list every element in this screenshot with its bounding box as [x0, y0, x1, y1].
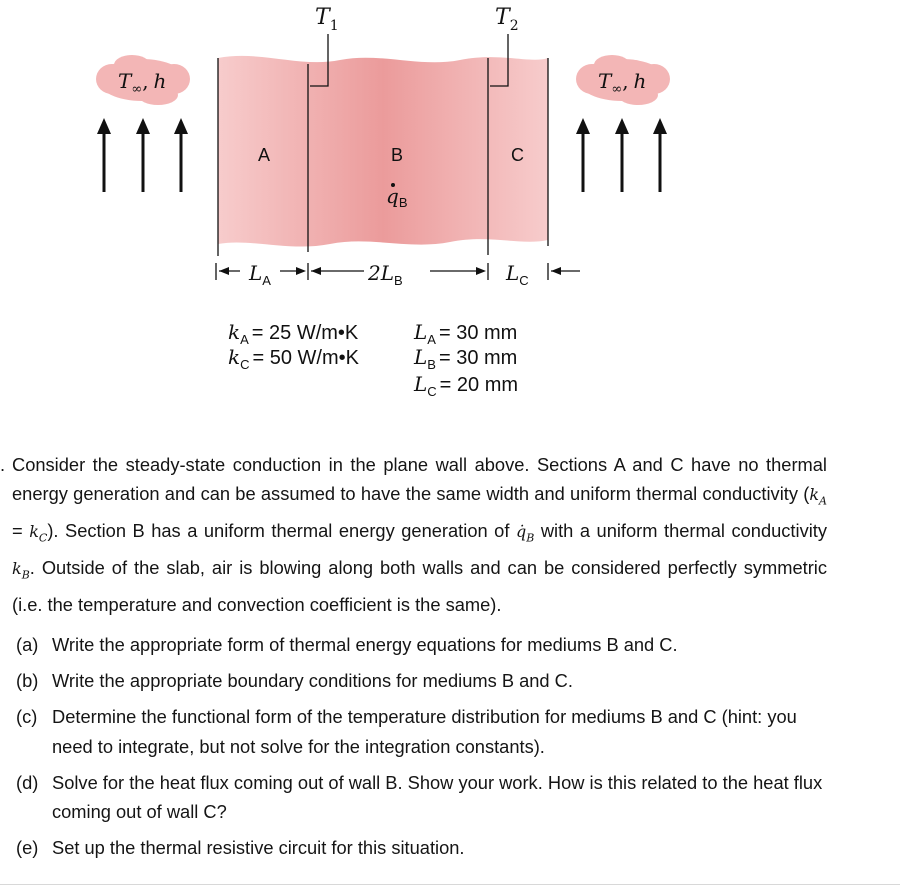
problem-intro: Consider the steady-state conduction in the plane wall above. Sections A and C have no thermal energy generation and can be assumed to have the same width and uniform thermal conductivity $(k_A = k_C)$. Section B has a uniform thermal energy generation of $q̇_B$ with a uniform thermal conductivity $k_B$. Outside of the slab, air is blowing along both walls and can be considered perfectly symmetric (i.e. the temperature and convection coefficient is the same). [12, 454, 827, 615]
t2-label: $T_2$ [495, 5, 519, 34]
question-part-e: (e) Set up the thermal resistive circuit for this situation. [16, 837, 465, 859]
svg-text:qB: $q_B$ [386, 184, 408, 210]
question-parts [16, 630, 827, 862]
question-part-a: (a) Write the appropriate form of thermal energy equations for mediums B and C. [16, 633, 678, 655]
question-part-b: (b) Write the appropriate boundary conditions for mediums B and C. [16, 670, 573, 692]
section-c-label: C [511, 145, 524, 165]
prop-ka: $k_A = 25$ W/m•K [228, 320, 359, 347]
question-part-c: (c) Determine the functional form of the temperature distribution for mediums B and C (hint: you need to integrate, but not solve for the integration constants). [16, 706, 797, 757]
ambient-label-left: $T_\infty$, h [118, 69, 167, 97]
dim-lb-label: $2L_B$ [368, 261, 403, 288]
t1-label: $T_1$ [315, 5, 339, 34]
airflow-arrows-right [576, 118, 667, 192]
prop-lc: $L_C = 20$ mm [414, 372, 519, 399]
ambient-cloud-right [576, 55, 670, 105]
dim-la-label: $L_A$ [249, 261, 271, 288]
prop-lb: $L_B = 30$ mm [414, 345, 518, 372]
page-bottom-rule [0, 884, 900, 885]
prop-kc: $k_C = 50$ W/m•K [228, 345, 359, 372]
airflow-arrows-left [97, 118, 188, 192]
dim-lc-label: $L_C$ [506, 261, 529, 288]
section-a-label: A [258, 145, 271, 165]
ambient-cloud-left [96, 55, 190, 105]
ambient-label-right: $T_\infty$, h [598, 69, 647, 97]
section-b-label: B [391, 145, 404, 165]
prop-la: $L_A = 30$ mm [414, 320, 518, 347]
problem-statement: . Consider the steady-state conduction in the plane wall above. Sections A and C have no thermal energy generation and can be assumed to have the same width and uniform thermal conductivity $(k_A = k_C)$. Section B has a uniform thermal energy generation of $q̇_B$ with a uniform thermal conductivity $k_B$. Outside of the slab, air is blowing along both walls and can be considered perfectly symmetric (i.e. the temperature and convection coefficient is the same). (a) Write the appropriate form of thermal energy equations for mediums B and C. (b) Write the appropriate boundary conditions for mediums B and C. (c) Determine the functional form of the temperature distribution for mediums B and C (hint: you need to integrate, but not solve for the integration constants). (d) Solve for the heat flux coming out of wall B. Show your work. How is this related to the heat flux coming out of wall C? (e) Set up the thermal resistive circuit for this situation. [12, 450, 827, 869]
plane-wall-figure [0, 0, 900, 420]
question-part-d: (d) Solve for the heat flux coming out of wall B. Show your work. How is this related to the heat flux coming out of wall C? [16, 771, 823, 822]
